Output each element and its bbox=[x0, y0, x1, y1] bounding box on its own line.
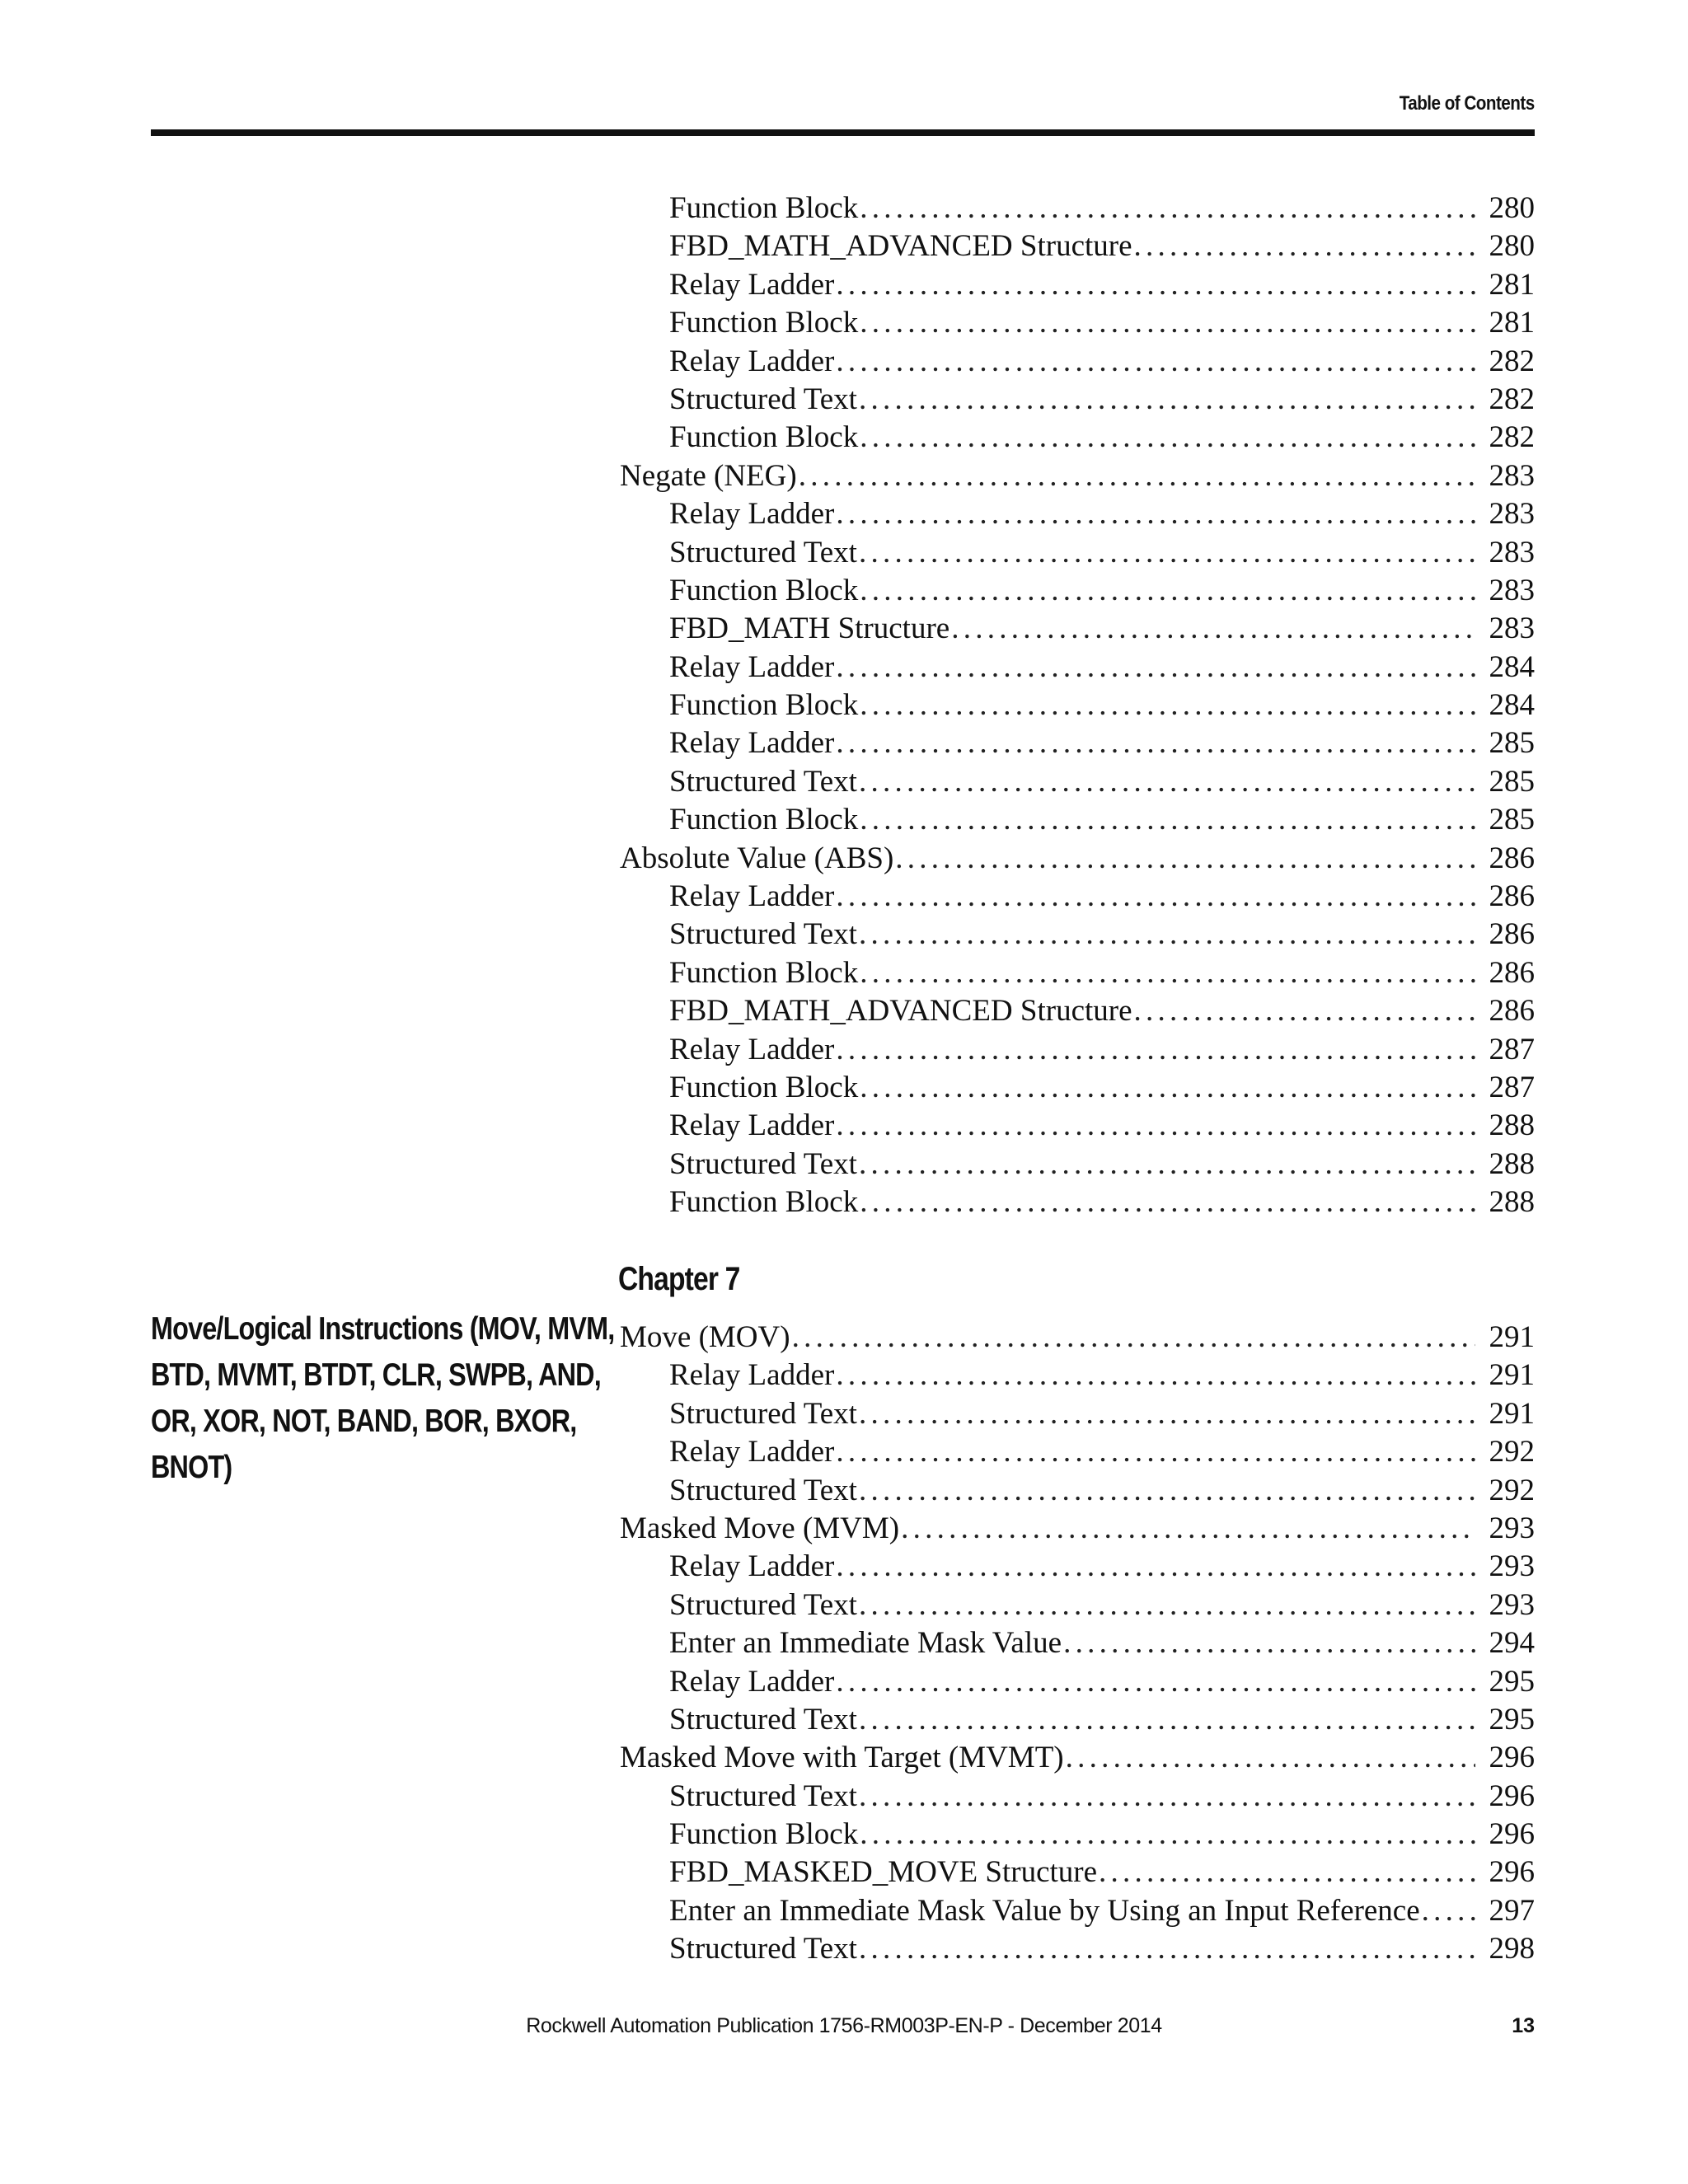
toc-entry-page-number: 296 bbox=[1489, 1817, 1535, 1852]
toc-entry-label: Enter an Immediate Mask Value by Using an Input Reference bbox=[669, 1893, 1420, 1928]
toc-entry[interactable] bbox=[620, 1930, 1535, 1968]
header-rule bbox=[151, 129, 1535, 136]
toc-entry-page-number: 295 bbox=[1489, 1702, 1535, 1736]
toc-entry-page-number: 298 bbox=[1489, 1932, 1535, 1966]
toc-entry-label: Function Block bbox=[669, 1070, 859, 1104]
dot-leader bbox=[860, 1069, 1475, 1107]
toc-entry-label: Relay Ladder bbox=[669, 726, 835, 761]
toc-entry-label: Function Block bbox=[669, 955, 859, 990]
dot-leader bbox=[836, 1031, 1475, 1069]
toc-list bbox=[620, 1319, 1535, 1969]
toc-entry-page-number: 291 bbox=[1489, 1396, 1535, 1431]
dot-leader bbox=[1134, 227, 1475, 265]
toc-entry-page-number: 283 bbox=[1489, 535, 1535, 569]
dot-leader bbox=[860, 190, 1475, 227]
toc-entry[interactable] bbox=[620, 1107, 1535, 1145]
toc-entry-label: Structured Text bbox=[669, 1779, 857, 1813]
dot-leader bbox=[1134, 992, 1475, 1030]
toc-entry-page-number: 288 bbox=[1489, 1146, 1535, 1181]
toc-entry-label: Enter an Immediate Mask Value bbox=[669, 1626, 1062, 1661]
toc-entry-page-number: 291 bbox=[1489, 1320, 1535, 1354]
dot-leader bbox=[836, 495, 1475, 533]
dot-leader bbox=[1063, 1624, 1475, 1662]
toc-entry-page-number: 286 bbox=[1489, 994, 1535, 1029]
toc-entry[interactable] bbox=[620, 954, 1535, 992]
toc-entry-label: Relay Ladder bbox=[669, 1664, 835, 1699]
chapter-label: Chapter 7 bbox=[618, 1261, 740, 1297]
toc-entry-label: Structured Text bbox=[669, 1932, 857, 1966]
toc-entry-page-number: 283 bbox=[1489, 497, 1535, 532]
toc-list bbox=[620, 190, 1535, 1222]
dot-leader bbox=[836, 1548, 1475, 1586]
toc-entry-page-number: 293 bbox=[1489, 1549, 1535, 1584]
footer-publication: Rockwell Automation Publication 1756-RM003P-EN-P - December 2014 bbox=[526, 2014, 1162, 2037]
dot-leader bbox=[859, 381, 1475, 419]
toc-entry-label: Function Block bbox=[669, 688, 859, 723]
toc-entry-label: Structured Text bbox=[669, 1473, 857, 1507]
toc-entry-label: FBD_MASKED_MOVE Structure bbox=[669, 1855, 1098, 1890]
toc-entry-label: Structured Text bbox=[669, 1702, 857, 1736]
toc-entry-label: Relay Ladder bbox=[669, 1108, 835, 1143]
toc-entry-label: Relay Ladder bbox=[669, 497, 835, 532]
toc-entry-label: Structured Text bbox=[669, 1396, 857, 1431]
dot-leader bbox=[1066, 1739, 1475, 1777]
toc-entry-label: Relay Ladder bbox=[669, 879, 835, 914]
toc-entry-page-number: 292 bbox=[1489, 1473, 1535, 1507]
toc-entry-page-number: 297 bbox=[1489, 1893, 1535, 1928]
toc-entry-page-number: 296 bbox=[1489, 1855, 1535, 1890]
dot-leader bbox=[836, 343, 1475, 381]
toc-entry-page-number: 280 bbox=[1489, 191, 1535, 225]
toc-entry[interactable] bbox=[620, 1069, 1535, 1107]
toc-entry[interactable] bbox=[620, 1357, 1535, 1394]
dot-leader bbox=[859, 1930, 1475, 1968]
toc-entry[interactable] bbox=[620, 457, 1535, 495]
dot-leader bbox=[836, 1357, 1475, 1394]
toc-entry[interactable] bbox=[620, 1433, 1535, 1471]
toc-entry[interactable] bbox=[620, 343, 1535, 381]
dot-leader bbox=[859, 916, 1475, 954]
toc-entry-label: Relay Ladder bbox=[669, 1358, 835, 1393]
toc-entry-label: Structured Text bbox=[669, 764, 857, 799]
toc-entry-label: Move (MOV) bbox=[620, 1320, 790, 1354]
dot-leader bbox=[836, 878, 1475, 916]
toc-entry[interactable] bbox=[620, 1739, 1535, 1777]
toc-entry-label: Masked Move with Target (MVMT) bbox=[620, 1741, 1064, 1775]
toc-entry-page-number: 281 bbox=[1489, 306, 1535, 340]
toc-entry-page-number: 281 bbox=[1489, 267, 1535, 302]
toc-entry-label: FBD_MATH_ADVANCED Structure bbox=[669, 994, 1132, 1029]
dot-leader bbox=[836, 649, 1475, 687]
toc-entry-page-number: 283 bbox=[1489, 458, 1535, 493]
toc-entry-label: FBD_MATH_ADVANCED Structure bbox=[669, 229, 1132, 264]
toc-entry[interactable] bbox=[620, 1319, 1535, 1357]
dot-leader bbox=[859, 1701, 1475, 1739]
dot-leader bbox=[859, 1586, 1475, 1624]
toc-entry-page-number: 286 bbox=[1489, 955, 1535, 990]
toc-entry-page-number: 283 bbox=[1489, 573, 1535, 607]
dot-leader bbox=[951, 610, 1475, 648]
toc-entry[interactable] bbox=[620, 801, 1535, 839]
toc-entry[interactable] bbox=[620, 572, 1535, 610]
toc-entry[interactable] bbox=[620, 495, 1535, 533]
dot-leader bbox=[859, 1472, 1475, 1510]
toc-entry-label: FBD_MATH Structure bbox=[669, 612, 950, 646]
toc-entry-page-number: 287 bbox=[1489, 1070, 1535, 1104]
toc-entry[interactable] bbox=[620, 1395, 1535, 1433]
toc-entry-page-number: 282 bbox=[1489, 420, 1535, 455]
toc-entry[interactable] bbox=[620, 1548, 1535, 1586]
toc-entry-label: Relay Ladder bbox=[669, 649, 835, 684]
toc-entry[interactable] bbox=[620, 1892, 1535, 1930]
toc-entry[interactable] bbox=[620, 190, 1535, 227]
toc-entry-label: Absolute Value (ABS) bbox=[620, 841, 894, 875]
dot-leader bbox=[792, 1319, 1475, 1357]
toc-entry[interactable] bbox=[620, 649, 1535, 687]
toc-entry[interactable] bbox=[620, 1031, 1535, 1069]
toc-entry-page-number: 294 bbox=[1489, 1626, 1535, 1661]
dot-leader bbox=[836, 1663, 1475, 1701]
dot-leader bbox=[859, 1146, 1475, 1183]
toc-entry-label: Function Block bbox=[669, 191, 859, 225]
toc-entry[interactable] bbox=[620, 1701, 1535, 1739]
dot-leader bbox=[836, 266, 1475, 304]
toc-entry[interactable] bbox=[620, 227, 1535, 265]
dot-leader bbox=[859, 763, 1475, 801]
toc-entry-label: Relay Ladder bbox=[669, 344, 835, 378]
dot-leader bbox=[1099, 1854, 1475, 1891]
toc-entry-label: Structured Text bbox=[669, 917, 857, 952]
toc-entry-label: Structured Text bbox=[669, 1146, 857, 1181]
toc-entry[interactable] bbox=[620, 304, 1535, 342]
toc-entry[interactable] bbox=[620, 1778, 1535, 1816]
dot-leader bbox=[901, 1510, 1475, 1548]
toc-entry[interactable] bbox=[620, 1816, 1535, 1854]
toc-entry-page-number: 287 bbox=[1489, 1032, 1535, 1066]
toc-entry-page-number: 285 bbox=[1489, 726, 1535, 761]
toc-entry[interactable] bbox=[620, 840, 1535, 878]
toc-entry-page-number: 282 bbox=[1489, 382, 1535, 416]
toc-entry[interactable] bbox=[620, 687, 1535, 724]
toc-entry-page-number: 288 bbox=[1489, 1185, 1535, 1220]
toc-entry-label: Structured Text bbox=[669, 382, 857, 416]
toc-entry-page-number: 286 bbox=[1489, 917, 1535, 952]
toc-entry[interactable] bbox=[620, 1146, 1535, 1183]
footer-page-number: 13 bbox=[1512, 2014, 1535, 2037]
toc-entry-label: Negate (NEG) bbox=[620, 458, 797, 493]
dot-leader bbox=[799, 457, 1475, 495]
dot-leader bbox=[1422, 1892, 1475, 1930]
toc-entry[interactable] bbox=[620, 1663, 1535, 1701]
toc-entry-page-number: 285 bbox=[1489, 803, 1535, 837]
toc-entry-page-number: 285 bbox=[1489, 764, 1535, 799]
toc-entry[interactable] bbox=[620, 724, 1535, 762]
toc-entry[interactable] bbox=[620, 992, 1535, 1030]
toc-entry[interactable] bbox=[620, 266, 1535, 304]
dot-leader bbox=[859, 534, 1475, 572]
dot-leader bbox=[860, 304, 1475, 342]
toc-entry[interactable] bbox=[620, 916, 1535, 954]
toc-entry[interactable] bbox=[620, 534, 1535, 572]
toc-entry-label: Function Block bbox=[669, 306, 859, 340]
toc-entry-page-number: 292 bbox=[1489, 1435, 1535, 1469]
dot-leader bbox=[836, 1433, 1475, 1471]
running-header-title: Table of Contents bbox=[1400, 92, 1535, 115]
toc-entry-page-number: 291 bbox=[1489, 1358, 1535, 1393]
toc-entry-page-number: 284 bbox=[1489, 688, 1535, 723]
toc-entry[interactable] bbox=[620, 1510, 1535, 1548]
dot-leader bbox=[860, 801, 1475, 839]
toc-entry[interactable] bbox=[620, 1854, 1535, 1891]
toc-entry[interactable] bbox=[620, 381, 1535, 419]
toc-entry[interactable] bbox=[620, 1183, 1535, 1221]
toc-entry-page-number: 284 bbox=[1489, 649, 1535, 684]
toc-entry[interactable] bbox=[620, 1624, 1535, 1662]
dot-leader bbox=[860, 572, 1475, 610]
toc-entry-label: Function Block bbox=[669, 1817, 859, 1852]
toc-entry-label: Relay Ladder bbox=[669, 1435, 835, 1469]
toc-entry-label: Relay Ladder bbox=[669, 267, 835, 302]
dot-leader bbox=[859, 1778, 1475, 1816]
dot-leader bbox=[836, 724, 1475, 762]
toc-entry[interactable] bbox=[620, 419, 1535, 457]
toc-entry[interactable] bbox=[620, 1472, 1535, 1510]
toc-entry-page-number: 280 bbox=[1489, 229, 1535, 264]
toc-entry-label: Function Block bbox=[669, 803, 859, 837]
chapter-title: Move/Logical Instructions (MOV, MVM, BTD, MVMT, BTDT, CLR, SWPB, AND, OR, XOR, NOT, BAND, BOR, BXOR, BNOT) bbox=[151, 1311, 615, 1485]
toc-entry[interactable] bbox=[620, 610, 1535, 648]
dot-leader bbox=[859, 1395, 1475, 1433]
toc-entry-page-number: 282 bbox=[1489, 344, 1535, 378]
toc-entry-page-number: 296 bbox=[1489, 1779, 1535, 1813]
toc-entry-page-number: 286 bbox=[1489, 879, 1535, 914]
dot-leader bbox=[860, 1183, 1475, 1221]
dot-leader bbox=[860, 954, 1475, 992]
dot-leader bbox=[836, 1107, 1475, 1145]
dot-leader bbox=[860, 419, 1475, 457]
toc-entry-label: Function Block bbox=[669, 573, 859, 607]
toc-entry-label: Masked Move (MVM) bbox=[620, 1511, 900, 1545]
toc-entry-page-number: 296 bbox=[1489, 1741, 1535, 1775]
toc-entry-page-number: 295 bbox=[1489, 1664, 1535, 1699]
toc-entry-label: Function Block bbox=[669, 420, 859, 455]
toc-entry-page-number: 293 bbox=[1489, 1587, 1535, 1622]
toc-entry-label: Relay Ladder bbox=[669, 1549, 835, 1584]
toc-entry-page-number: 283 bbox=[1489, 612, 1535, 646]
dot-leader bbox=[860, 1816, 1475, 1854]
toc-entry-label: Structured Text bbox=[669, 535, 857, 569]
toc-entry-label: Relay Ladder bbox=[669, 1032, 835, 1066]
toc-entry[interactable] bbox=[620, 763, 1535, 801]
toc-entry-page-number: 286 bbox=[1489, 841, 1535, 875]
toc-entry-page-number: 293 bbox=[1489, 1511, 1535, 1545]
dot-leader bbox=[860, 687, 1475, 724]
toc-entry-label: Function Block bbox=[669, 1185, 859, 1220]
toc-entry[interactable] bbox=[620, 1586, 1535, 1624]
dot-leader bbox=[895, 840, 1475, 878]
toc-entry[interactable] bbox=[620, 878, 1535, 916]
toc-entry-page-number: 288 bbox=[1489, 1108, 1535, 1143]
toc-entry-label: Structured Text bbox=[669, 1587, 857, 1622]
